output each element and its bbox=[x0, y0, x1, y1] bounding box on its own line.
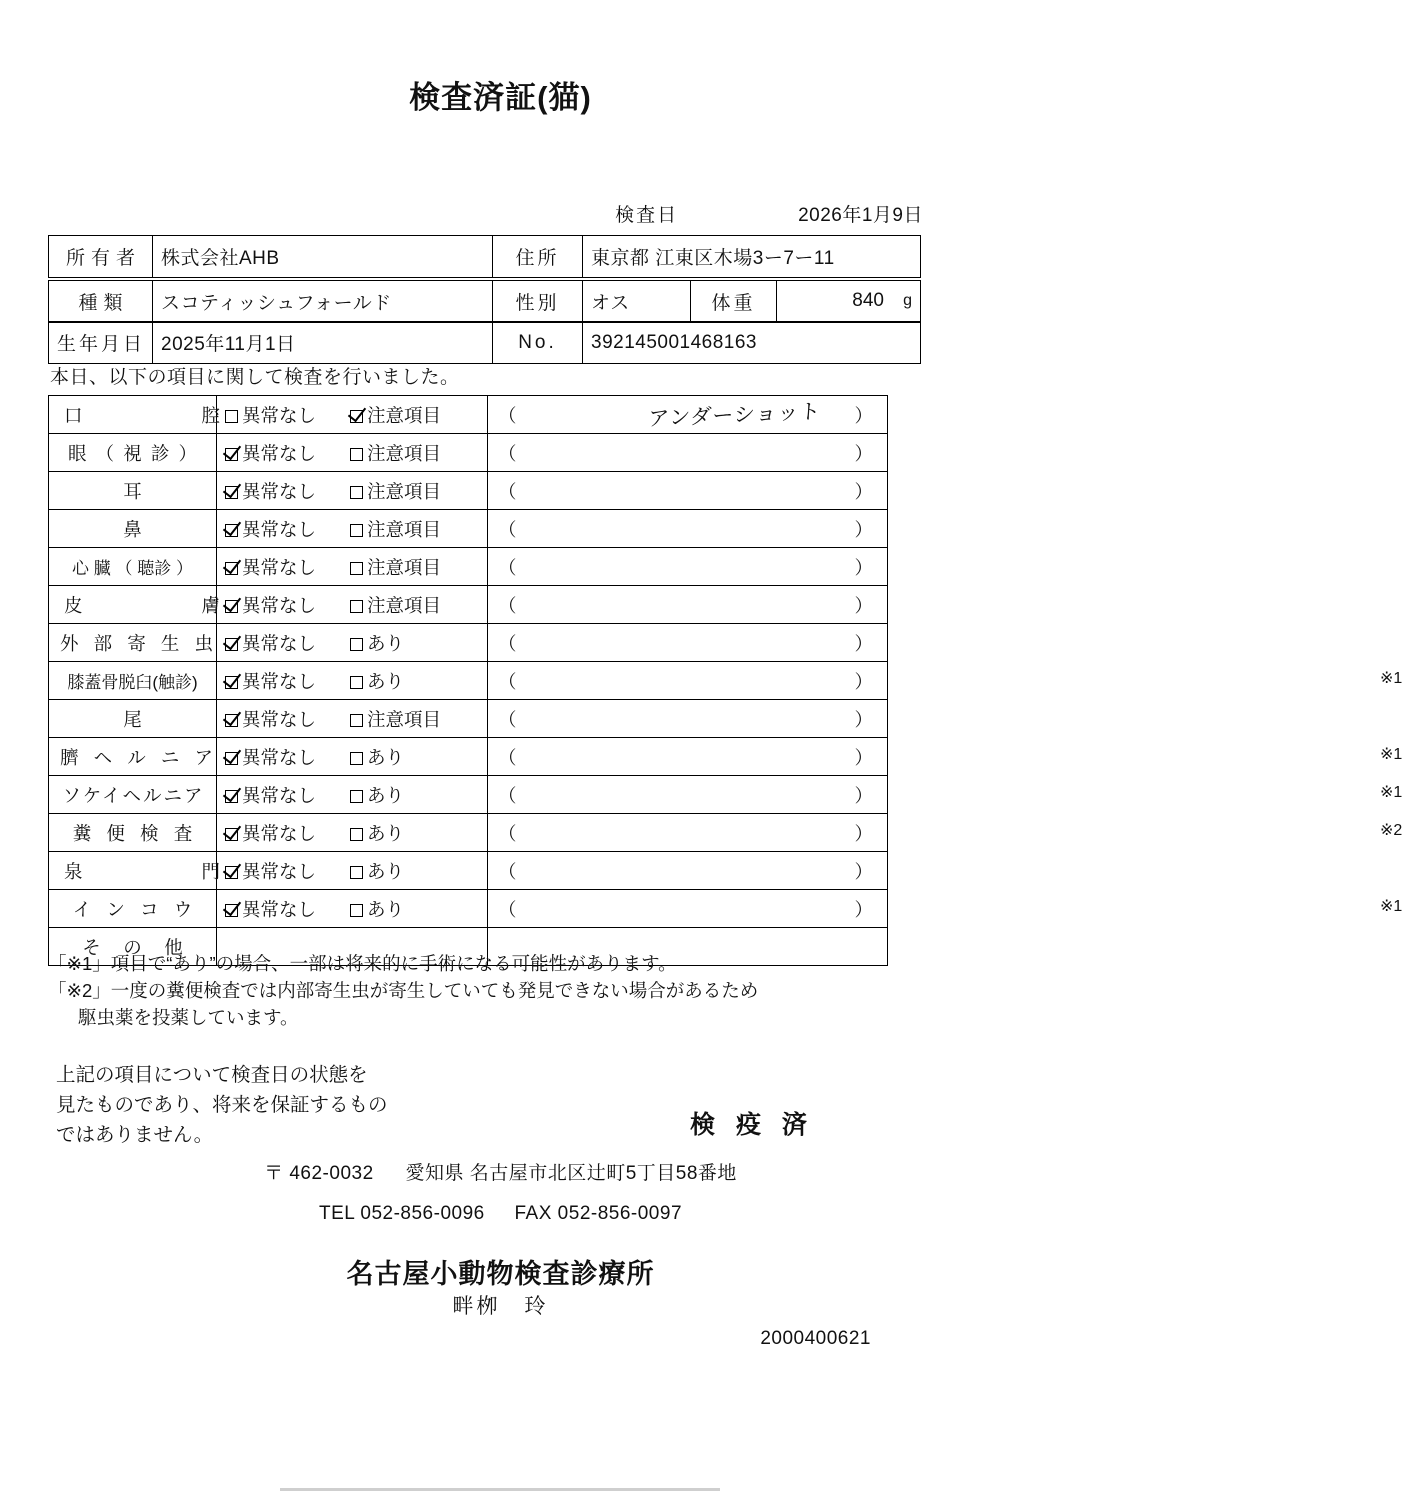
option-caution-label: 注意項目 bbox=[367, 518, 442, 540]
checkbox-icon[interactable] bbox=[225, 410, 238, 423]
checklist-options bbox=[217, 434, 488, 472]
table-row bbox=[49, 738, 888, 776]
owner-value: 株式会社AHB bbox=[153, 236, 493, 278]
option-normal[interactable] bbox=[225, 592, 316, 618]
checkbox-icon[interactable] bbox=[350, 828, 363, 841]
checklist-item-text: 耳 bbox=[123, 480, 151, 502]
paren-open: （ bbox=[498, 518, 517, 540]
no-value: 392145001468163 bbox=[583, 322, 921, 364]
option-caution-label: あり bbox=[367, 746, 405, 768]
address-value: 東京都 江東区木場3ー7ー11 bbox=[583, 236, 921, 278]
option-caution-label: あり bbox=[367, 860, 405, 882]
option-normal-label: 異常なし bbox=[242, 708, 317, 730]
checklist-item-label bbox=[49, 586, 230, 624]
table-row bbox=[49, 586, 888, 624]
paren-open: （ bbox=[498, 746, 517, 768]
checklist-options bbox=[217, 510, 488, 548]
paren-open: （ bbox=[498, 784, 517, 806]
option-caution-label: あり bbox=[367, 632, 405, 654]
option-normal[interactable] bbox=[225, 820, 316, 846]
table-row bbox=[49, 281, 921, 323]
checklist-options bbox=[217, 700, 488, 738]
paren-close: ） bbox=[854, 404, 873, 426]
option-caution-label: 注意項目 bbox=[367, 594, 442, 616]
checklist-item-text: 尾 bbox=[123, 708, 151, 730]
paren-open: （ bbox=[498, 594, 517, 616]
clinic-zip: 〒 462-0032 bbox=[264, 1163, 374, 1184]
checklist-remark-field[interactable] bbox=[488, 700, 888, 738]
checklist-item-label bbox=[49, 776, 217, 814]
birth-value: 2025年11月1日 bbox=[153, 322, 493, 364]
checklist-remark-field[interactable] bbox=[488, 548, 888, 586]
intro-text: 本日、以下の項目に関して検査を行いました。 bbox=[50, 367, 460, 388]
table-row bbox=[49, 236, 921, 278]
table-row bbox=[49, 852, 888, 890]
checklist-remark-field[interactable] bbox=[488, 586, 888, 624]
checklist-table bbox=[48, 395, 1402, 966]
paren-close: ） bbox=[854, 518, 873, 540]
footnote-marker: ※1 bbox=[1380, 669, 1402, 687]
option-caution-label: 注意項目 bbox=[367, 404, 442, 426]
checkbox-icon[interactable] bbox=[225, 714, 238, 727]
option-normal-label: 異常なし bbox=[242, 594, 317, 616]
checklist-item-label bbox=[49, 890, 217, 928]
paren-open: （ bbox=[498, 898, 517, 920]
option-normal[interactable] bbox=[225, 516, 316, 542]
clinic-name: 名古屋小動物検査診療所 bbox=[346, 1259, 655, 1289]
checkbox-icon[interactable] bbox=[350, 638, 363, 651]
paren-close: ） bbox=[854, 556, 873, 578]
checkbox-icon[interactable] bbox=[225, 562, 238, 575]
paren-close: ） bbox=[854, 708, 873, 730]
checklist-item-label bbox=[49, 814, 217, 852]
footnote-1: 「※1」項目で“あり”の場合、一部は将来的に手術になる可能性があります。 bbox=[48, 953, 677, 974]
birth-label: 生年月日 bbox=[49, 322, 153, 364]
paren-close: ） bbox=[854, 632, 873, 654]
checkbox-icon[interactable] bbox=[350, 448, 363, 461]
quarantine-stamp: 検 疫 済 bbox=[690, 1111, 814, 1139]
checklist-remark-field[interactable] bbox=[488, 624, 888, 662]
checklist-item-text: 鼻 bbox=[123, 518, 151, 540]
checklist-options bbox=[217, 586, 488, 624]
exam-date-row bbox=[0, 200, 1001, 227]
clinic-tel: TEL 052-856-0096 bbox=[318, 1203, 485, 1224]
table-row bbox=[49, 548, 888, 586]
checkbox-icon[interactable] bbox=[225, 600, 238, 613]
checkbox-icon[interactable] bbox=[350, 676, 363, 689]
checkbox-icon[interactable] bbox=[225, 676, 238, 689]
checkbox-icon[interactable] bbox=[350, 410, 363, 423]
option-normal-label: 異常なし bbox=[242, 898, 317, 920]
checklist-item-label bbox=[49, 434, 217, 472]
option-caution[interactable] bbox=[350, 820, 404, 846]
checklist-remark-field[interactable] bbox=[488, 814, 1402, 852]
option-normal[interactable] bbox=[225, 440, 316, 466]
table-row bbox=[49, 662, 888, 700]
handwritten-remark: アンダーショット bbox=[647, 399, 823, 431]
exam-date-value: 2026年1月9日 bbox=[798, 205, 923, 226]
statement-line-2: 見たものであり、将来を保証するもの bbox=[56, 1094, 388, 1117]
checkbox-icon[interactable] bbox=[225, 524, 238, 537]
checkbox-icon[interactable] bbox=[225, 866, 238, 879]
option-normal[interactable] bbox=[225, 478, 316, 504]
certificate-page bbox=[0, 72, 1402, 1498]
option-caution[interactable] bbox=[350, 668, 404, 694]
option-caution-label: 注意項目 bbox=[367, 708, 442, 730]
breed-label: 種類 bbox=[49, 281, 153, 323]
table-row bbox=[49, 510, 888, 548]
checklist-options bbox=[217, 624, 488, 662]
table-row bbox=[49, 700, 888, 738]
paren-close: ） bbox=[854, 670, 873, 692]
checklist-item-text: 泉 門 bbox=[64, 860, 230, 882]
table-row bbox=[49, 322, 921, 364]
option-normal-label: 異常なし bbox=[242, 860, 317, 882]
checkbox-icon[interactable] bbox=[225, 448, 238, 461]
option-normal-label: 異常なし bbox=[242, 746, 317, 768]
paren-open: （ bbox=[498, 632, 517, 654]
option-normal-label: 異常なし bbox=[242, 556, 317, 578]
footnote-2: 「※2」一度の糞便検査では内部寄生虫が寄生していても発見できない場合があるため bbox=[48, 979, 759, 1001]
paren-close: ） bbox=[854, 784, 873, 806]
option-caution-label: あり bbox=[367, 670, 405, 692]
checklist-item-text: そ の 他 bbox=[82, 936, 185, 958]
clinic-person: 畔栁 玲 bbox=[452, 1295, 549, 1318]
option-caution[interactable] bbox=[350, 440, 441, 466]
table-row bbox=[49, 814, 888, 852]
checkbox-icon[interactable] bbox=[225, 752, 238, 765]
option-caution[interactable] bbox=[350, 706, 441, 732]
checklist-options bbox=[217, 852, 488, 890]
checklist-item-text: 膝蓋骨脱臼(触診) bbox=[67, 673, 198, 692]
checklist-item-text: 糞 便 検 査 bbox=[72, 822, 198, 844]
option-normal-label: 異常なし bbox=[242, 670, 317, 692]
table-row bbox=[49, 472, 888, 510]
option-normal-label: 異常なし bbox=[242, 822, 317, 844]
header-table-3 bbox=[48, 321, 921, 364]
weight-cell bbox=[777, 281, 921, 323]
checklist-item-label bbox=[49, 472, 217, 510]
option-caution-label: 注意項目 bbox=[367, 442, 442, 464]
address-label: 住所 bbox=[493, 236, 583, 278]
checklist-options bbox=[217, 472, 488, 510]
option-normal-label: 異常なし bbox=[242, 632, 317, 654]
checklist-options bbox=[217, 548, 488, 586]
table-row bbox=[49, 890, 888, 928]
option-normal-label: 異常なし bbox=[242, 404, 317, 426]
clinic-fax: FAX 052-856-0097 bbox=[514, 1203, 683, 1224]
option-normal[interactable] bbox=[225, 630, 316, 656]
option-caution-label: あり bbox=[367, 784, 405, 806]
weight-label: 体重 bbox=[691, 281, 777, 323]
checklist-item-text: 皮 膚 bbox=[64, 594, 230, 616]
checklist-remark-field[interactable] bbox=[488, 434, 888, 472]
option-caution[interactable] bbox=[350, 592, 441, 618]
owner-label: 所有者 bbox=[49, 236, 153, 278]
option-caution-label: あり bbox=[367, 898, 405, 920]
paren-close: ） bbox=[854, 480, 873, 502]
paren-open: （ bbox=[498, 556, 517, 578]
statement-line-1: 上記の項目について検査日の状態を bbox=[56, 1064, 368, 1086]
checklist-item-text: イ ン コ ウ bbox=[72, 898, 198, 920]
option-normal[interactable] bbox=[225, 858, 316, 884]
weight-value: 840 bbox=[852, 290, 884, 311]
paren-open: （ bbox=[498, 480, 517, 502]
option-caution[interactable] bbox=[350, 516, 441, 542]
weight-unit: g bbox=[903, 292, 912, 309]
sex-value: オス bbox=[583, 281, 691, 323]
checkbox-icon[interactable] bbox=[225, 638, 238, 651]
checklist-item-label bbox=[49, 624, 217, 662]
checklist-remark-field[interactable] bbox=[488, 738, 1402, 776]
checkbox-icon[interactable] bbox=[225, 904, 238, 917]
option-caution[interactable] bbox=[350, 782, 404, 808]
option-caution[interactable] bbox=[350, 858, 404, 884]
checkbox-icon[interactable] bbox=[350, 866, 363, 879]
paren-close: ） bbox=[854, 442, 873, 464]
checkbox-icon[interactable] bbox=[350, 790, 363, 803]
checklist-remark-field[interactable] bbox=[488, 510, 888, 548]
checkbox-icon[interactable] bbox=[350, 486, 363, 499]
footnote-marker: ※2 bbox=[1380, 821, 1402, 839]
paren-open: （ bbox=[498, 670, 517, 692]
table-row bbox=[49, 434, 888, 472]
paren-close: ） bbox=[854, 898, 873, 920]
footnote-marker: ※1 bbox=[1380, 783, 1402, 801]
clinic-address-text: 愛知県 名古屋市北区辻町5丁目58番地 bbox=[405, 1163, 737, 1184]
checklist-remark-field[interactable] bbox=[488, 472, 888, 510]
checklist-options bbox=[217, 814, 488, 852]
checklist-options bbox=[217, 738, 488, 776]
document-number: 2000400621 bbox=[760, 1328, 871, 1349]
statement-line-3: ではありません。 bbox=[56, 1124, 214, 1147]
option-caution[interactable] bbox=[350, 478, 441, 504]
option-caution-label: 注意項目 bbox=[367, 480, 442, 502]
checklist-item-label bbox=[49, 510, 217, 548]
footnotes bbox=[48, 951, 758, 1031]
checkbox-icon[interactable] bbox=[350, 524, 363, 537]
option-caution-label: 注意項目 bbox=[367, 556, 442, 578]
option-normal[interactable] bbox=[225, 706, 316, 732]
table-row bbox=[49, 396, 888, 434]
footnote-3: 駆虫薬を投薬しています。 bbox=[78, 1006, 299, 1028]
checklist-options bbox=[217, 776, 488, 814]
paren-open: （ bbox=[498, 442, 517, 464]
checklist-item-text: 眼 （ 視 診 ） bbox=[67, 442, 200, 464]
checklist-remark-field[interactable] bbox=[488, 890, 1402, 928]
checkbox-icon[interactable] bbox=[225, 828, 238, 841]
footnote-marker: ※1 bbox=[1380, 897, 1402, 915]
checklist-item-label bbox=[49, 662, 217, 700]
option-normal-label: 異常なし bbox=[242, 480, 317, 502]
clinic-address bbox=[0, 1158, 1001, 1185]
clinic-contact bbox=[0, 1203, 1001, 1225]
checklist-item-text: 外 部 寄 生 虫 bbox=[60, 632, 219, 654]
bottom-divider bbox=[280, 1488, 720, 1491]
breed-value: スコティッシュフォールド bbox=[153, 281, 493, 323]
checklist-remark-field[interactable] bbox=[488, 396, 888, 434]
option-normal-label: 異常なし bbox=[242, 784, 317, 806]
option-normal[interactable] bbox=[225, 782, 316, 808]
option-normal[interactable] bbox=[225, 668, 316, 694]
checklist-item-text: 口 腔 bbox=[64, 404, 230, 426]
table-row bbox=[49, 624, 888, 662]
checklist-remark-field[interactable] bbox=[488, 662, 1402, 700]
option-caution[interactable] bbox=[350, 554, 441, 580]
option-caution[interactable] bbox=[350, 402, 441, 428]
option-normal[interactable] bbox=[225, 554, 316, 580]
no-label: No. bbox=[493, 322, 583, 364]
checkbox-icon[interactable] bbox=[225, 790, 238, 803]
paren-close: ） bbox=[854, 822, 873, 844]
checklist-item-label bbox=[49, 700, 217, 738]
footnote-marker: ※1 bbox=[1380, 745, 1402, 763]
page-title: 検査済証(猫) bbox=[409, 80, 592, 115]
option-normal[interactable] bbox=[225, 402, 316, 428]
option-caution[interactable] bbox=[350, 744, 404, 770]
checklist-item-label bbox=[49, 738, 217, 776]
checkbox-icon[interactable] bbox=[350, 600, 363, 613]
sex-label: 性別 bbox=[493, 281, 583, 323]
checklist-options bbox=[217, 890, 488, 928]
paren-open: （ bbox=[498, 822, 517, 844]
checkbox-icon[interactable] bbox=[350, 714, 363, 727]
paren-close: ） bbox=[854, 746, 873, 768]
option-normal[interactable] bbox=[225, 896, 316, 922]
option-caution-label: あり bbox=[367, 822, 405, 844]
paren-close: ） bbox=[854, 860, 873, 882]
header-table bbox=[48, 235, 921, 278]
paren-open: （ bbox=[498, 708, 517, 730]
checklist-item-label bbox=[49, 852, 230, 890]
paren-open: （ bbox=[498, 404, 517, 426]
checklist-options bbox=[217, 396, 488, 434]
option-normal[interactable] bbox=[225, 744, 316, 770]
checklist-options bbox=[217, 662, 488, 700]
checklist-item-text: 臍 ヘ ル ニ ア bbox=[60, 746, 219, 768]
checklist-remark-field[interactable] bbox=[488, 852, 888, 890]
checklist-item-label bbox=[49, 396, 230, 434]
table-row bbox=[49, 776, 888, 814]
option-normal-label: 異常なし bbox=[242, 518, 317, 540]
option-caution[interactable] bbox=[350, 630, 404, 656]
header-table-2 bbox=[48, 280, 921, 323]
checkbox-icon[interactable] bbox=[225, 486, 238, 499]
checkbox-icon[interactable] bbox=[350, 904, 363, 917]
checklist-item-text: 心 臓 （ 聴診 ） bbox=[72, 559, 193, 578]
checklist-remark-field[interactable] bbox=[488, 776, 1402, 814]
paren-open: （ bbox=[498, 860, 517, 882]
option-caution[interactable] bbox=[350, 896, 404, 922]
checkbox-icon[interactable] bbox=[350, 562, 363, 575]
checkbox-icon[interactable] bbox=[350, 752, 363, 765]
checklist-item-text: ソケイヘルニア bbox=[62, 784, 205, 806]
paren-close: ） bbox=[854, 594, 873, 616]
statement-block bbox=[56, 1060, 388, 1151]
checklist-item-label bbox=[49, 548, 217, 586]
option-normal-label: 異常なし bbox=[242, 442, 317, 464]
exam-date-label: 検査日 bbox=[615, 205, 679, 226]
